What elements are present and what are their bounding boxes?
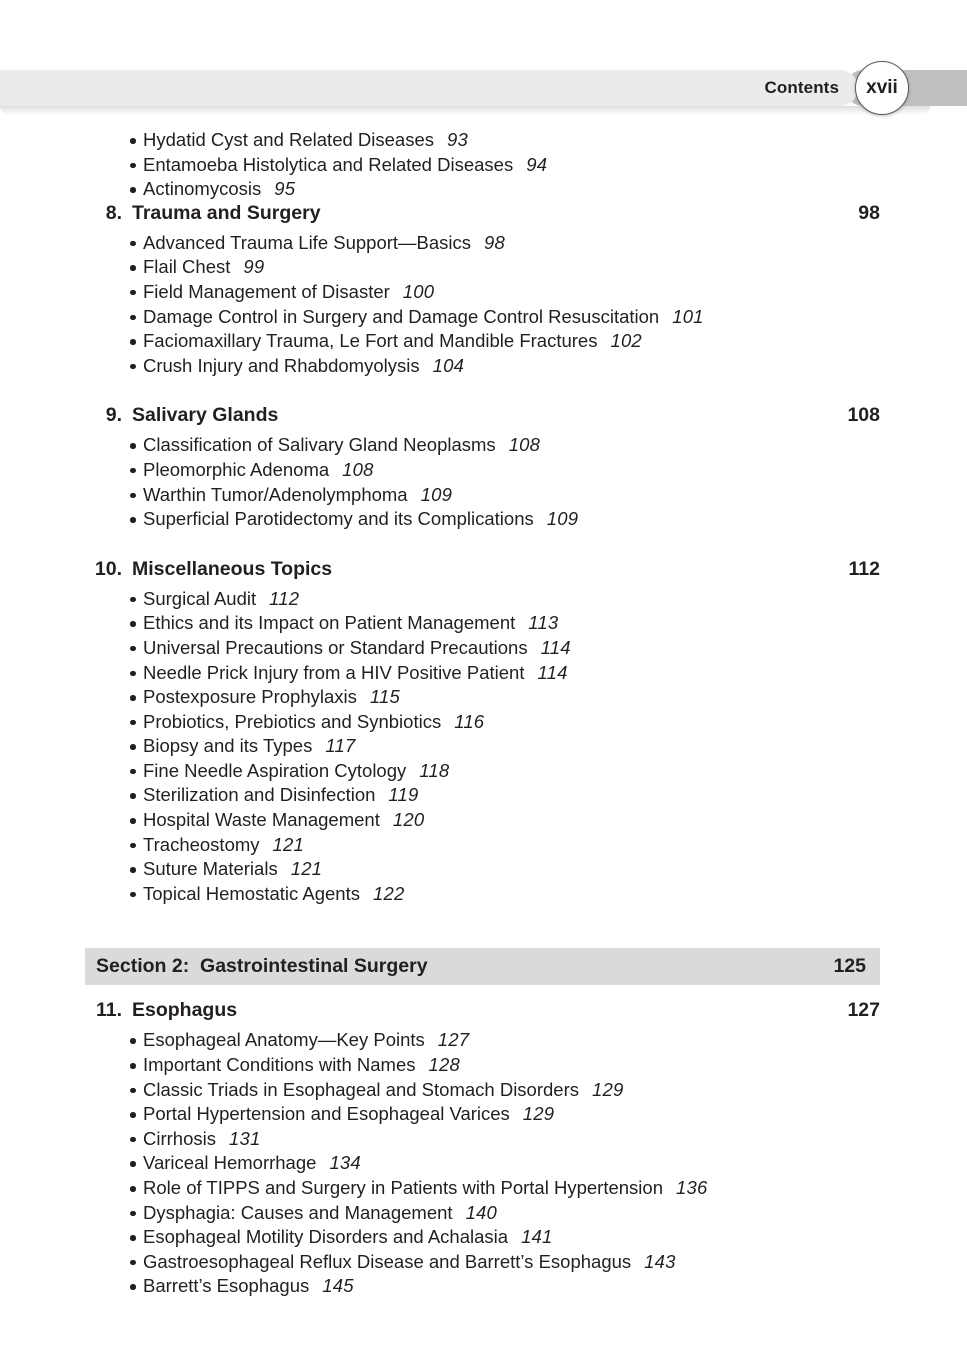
toc-topic-page: 121: [290, 858, 323, 880]
toc-topic-page: 115: [369, 686, 400, 708]
toc-topic-title: Barrett’s Esophagus: [143, 1275, 310, 1297]
toc-chapter-group: [85, 202, 880, 379]
toc-topic-page: 108: [342, 458, 374, 480]
toc-chapter-number: 11.: [95, 999, 122, 1022]
toc-topic-title: Classification of Salivary Gland Neoplasms: [143, 434, 496, 456]
toc-chapter-number: 9.: [105, 404, 122, 427]
bullet-dot-icon: [130, 1038, 136, 1044]
toc-topic-title: Esophageal Anatomy—Key Points: [143, 1029, 425, 1051]
bullet-dot-icon: [130, 597, 136, 603]
bullet-dot-icon: [130, 1260, 136, 1266]
toc-topic-title: Hospital Waste Management: [143, 809, 380, 831]
toc-topic-title: Biopsy and its Types: [143, 735, 313, 757]
toc-topic-item[interactable]: [85, 710, 880, 735]
chapter-list-after-section: [85, 999, 880, 1299]
toc-topic-list: [85, 433, 880, 531]
toc-topic-page: 140: [465, 1201, 498, 1223]
toc-topic-page: 122: [372, 882, 405, 904]
toc-topic-title: Entamoeba Histolytica and Related Diseases: [143, 153, 514, 175]
header-drop-shadow: [0, 106, 930, 115]
toc-topic-page: 94: [526, 153, 548, 175]
chapter-list-before-section: [85, 202, 880, 907]
toc-topic-page: 101: [672, 305, 704, 327]
toc-topic-title: Variceal Hemorrhage: [143, 1152, 317, 1174]
toc-topic-title: Hydatid Cyst and Related Diseases: [143, 129, 435, 150]
toc-topic-page: 118: [419, 759, 450, 781]
toc-topic-item[interactable]: [85, 1151, 880, 1176]
toc-topic-title: Role of TIPPS and Surgery in Patients with Portal Hypertension: [143, 1177, 663, 1198]
toc-topic-item[interactable]: [85, 255, 880, 280]
bullet-dot-icon: [130, 793, 136, 799]
bullet-dot-icon: [130, 493, 136, 499]
bullet-dot-icon: [130, 290, 136, 296]
toc-topic-item[interactable]: [85, 329, 880, 354]
bullet-dot-icon: [130, 769, 136, 775]
table-of-contents: [85, 128, 880, 1299]
toc-topic-title: Faciomaxillary Trauma, Le Fort and Mandible Fractures: [143, 330, 598, 352]
toc-topic-title: Field Management of Disaster: [143, 280, 390, 302]
bullet-dot-icon: [130, 1211, 136, 1217]
toc-chapter-page: 108: [847, 404, 880, 427]
toc-topic-title: Ethics and its Impact on Patient Management: [143, 612, 516, 634]
bullet-dot-icon: [130, 364, 136, 370]
bullet-dot-icon: [130, 892, 136, 898]
toc-topic-page: 116: [454, 710, 485, 732]
toc-topic-page: 117: [325, 735, 356, 757]
toc-chapter-title: Esophagus: [132, 999, 238, 1022]
toc-chapter-number: 8.: [105, 201, 122, 224]
bullet-dot-icon: [130, 867, 136, 873]
toc-topic-title: Gastroesophageal Reflux Disease and Barrett’s Esophagus: [143, 1250, 632, 1272]
toc-topic-item[interactable]: [85, 458, 880, 483]
toc-topic-item[interactable]: [85, 882, 880, 907]
toc-topic-item[interactable]: [85, 587, 880, 612]
page-running-header: [0, 70, 967, 106]
bullet-dot-icon: [130, 646, 136, 652]
toc-topic-item[interactable]: [85, 177, 880, 202]
toc-topic-page: 102: [610, 330, 642, 352]
bullet-dot-icon: [130, 671, 136, 677]
toc-topic-page: 112: [269, 587, 300, 609]
bullet-dot-icon: [130, 1088, 136, 1094]
toc-topic-title: Sterilization and Disinfection: [143, 784, 376, 806]
toc-topic-page: 104: [432, 354, 465, 376]
toc-chapter-page: 112: [848, 557, 880, 580]
toc-topic-item[interactable]: [85, 1028, 880, 1053]
toc-topic-list: [85, 1028, 880, 1299]
bullet-dot-icon: [130, 1063, 136, 1069]
toc-topic-page: 143: [644, 1250, 676, 1272]
toc-topic-item[interactable]: [85, 305, 880, 330]
toc-topic-page: 134: [329, 1152, 361, 1174]
toc-topic-item[interactable]: [85, 611, 880, 636]
toc-topic-page: 136: [675, 1177, 708, 1198]
toc-topic-page: 98: [484, 231, 506, 253]
toc-topic-item[interactable]: [85, 1274, 880, 1299]
toc-topic-title: Classic Triads in Esophageal and Stomach Disorders: [143, 1078, 579, 1100]
toc-topic-title: Fine Needle Aspiration Cytology: [143, 759, 407, 781]
bullet-dot-icon: [130, 339, 136, 345]
bullet-dot-icon: [130, 1137, 136, 1143]
toc-topic-item[interactable]: [85, 433, 880, 458]
toc-topic-title: Universal Precautions or Standard Precautions: [143, 636, 528, 658]
toc-topic-page: 141: [521, 1226, 553, 1248]
toc-topic-page: 108: [508, 434, 541, 456]
toc-topic-page: 145: [322, 1275, 354, 1297]
bullet-dot-icon: [130, 315, 136, 321]
toc-topic-title: Portal Hypertension and Esophageal Varices: [143, 1103, 510, 1125]
toc-topic-page: 114: [540, 636, 571, 658]
toc-topic-title: Actinomycosis: [143, 178, 262, 200]
bullet-dot-icon: [130, 1186, 136, 1192]
toc-topic-item[interactable]: [85, 153, 880, 178]
toc-chapter-title: Salivary Glands: [132, 404, 279, 427]
toc-topic-item[interactable]: [85, 1078, 880, 1103]
header-light-band: [0, 70, 858, 106]
toc-topic-page: 129: [592, 1078, 624, 1100]
toc-topic-page: 93: [447, 129, 468, 150]
toc-topic-item[interactable]: [85, 280, 880, 305]
toc-topic-title: Important Conditions with Names: [143, 1054, 416, 1076]
bullet-dot-icon: [130, 443, 136, 449]
toc-topic-page: 109: [420, 483, 453, 505]
toc-topic-item[interactable]: [85, 128, 880, 153]
toc-topic-item[interactable]: [85, 1201, 880, 1226]
toc-topic-item[interactable]: [85, 759, 880, 784]
toc-topic-item[interactable]: [85, 1053, 880, 1078]
bullet-dot-icon: [130, 163, 136, 169]
toc-topic-list: [85, 587, 880, 907]
toc-topic-item[interactable]: [85, 507, 880, 532]
toc-topic-page: 131: [228, 1127, 261, 1149]
page-number-badge: xvii: [855, 61, 909, 115]
toc-topic-page: 120: [392, 809, 425, 831]
bullet-dot-icon: [130, 1161, 136, 1167]
bullet-dot-icon: [130, 265, 136, 271]
toc-topic-title: Advanced Trauma Life Support—Basics: [143, 231, 472, 253]
toc-chapter-group: [85, 999, 880, 1299]
toc-topic-title: Superficial Parotidectomy and its Complications: [143, 508, 534, 530]
section-banner-page: 125: [833, 955, 866, 978]
toc-topic-item[interactable]: [85, 808, 880, 833]
toc-topic-title: Tracheostomy: [143, 833, 260, 855]
toc-topic-page: 129: [522, 1103, 555, 1125]
toc-topic-page: 114: [537, 661, 568, 683]
section-banner-title: Section 2: Gastrointestinal Surgery: [96, 955, 428, 978]
toc-topic-page: 109: [546, 508, 579, 530]
bullet-dot-icon: [130, 695, 136, 701]
bullet-dot-icon: [130, 621, 136, 627]
toc-topic-page: 119: [388, 784, 419, 806]
toc-chapter-page: 98: [858, 201, 880, 224]
toc-topic-page: 127: [437, 1029, 470, 1051]
toc-topic-page: 99: [243, 256, 265, 278]
toc-topic-title: Flail Chest: [143, 256, 231, 278]
toc-topic-title: Dysphagia: Causes and Management: [143, 1201, 453, 1223]
toc-chapter-group: [85, 404, 880, 531]
toc-topic-item[interactable]: [85, 685, 880, 710]
bullet-dot-icon: [130, 720, 136, 726]
toc-chapter-page: 127: [847, 999, 880, 1022]
toc-topic-title: Surgical Audit: [143, 587, 257, 609]
toc-topic-item[interactable]: [85, 661, 880, 686]
bullet-dot-icon: [130, 818, 136, 824]
toc-topic-item[interactable]: [85, 1176, 880, 1201]
lead-topic-list: [85, 128, 880, 202]
bullet-dot-icon: [130, 241, 136, 247]
toc-topic-title: Pleomorphic Adenoma: [143, 458, 330, 480]
toc-topic-item[interactable]: [85, 833, 880, 858]
toc-topic-title: Warthin Tumor/Adenolymphoma: [143, 483, 408, 505]
toc-topic-item[interactable]: [85, 1127, 880, 1152]
toc-chapter-heading[interactable]: [85, 202, 880, 225]
toc-topic-title: Esophageal Motility Disorders and Achalasia: [143, 1226, 509, 1248]
toc-topic-item[interactable]: [85, 636, 880, 661]
toc-topic-item[interactable]: [85, 1250, 880, 1275]
toc-chapter-title: Trauma and Surgery: [132, 201, 321, 224]
toc-chapter-title: Miscellaneous Topics: [132, 557, 333, 580]
toc-topic-item[interactable]: [85, 354, 880, 379]
bullet-dot-icon: [130, 517, 136, 523]
toc-chapter-heading[interactable]: [85, 558, 880, 581]
toc-topic-title: Postexposure Prophylaxis: [143, 686, 357, 708]
toc-topic-page: 128: [428, 1054, 460, 1076]
toc-topic-page: 95: [274, 178, 296, 200]
bullet-dot-icon: [130, 1235, 136, 1241]
bullet-dot-icon: [130, 1112, 136, 1118]
toc-topic-title: Topical Hemostatic Agents: [143, 882, 360, 904]
toc-topic-item[interactable]: [85, 1225, 880, 1250]
toc-topic-item[interactable]: [85, 857, 880, 882]
bullet-dot-icon: [130, 187, 136, 193]
toc-topic-item[interactable]: [85, 734, 880, 759]
bullet-dot-icon: [130, 744, 136, 750]
section-banner: [85, 948, 880, 985]
bullet-dot-icon: [130, 1284, 136, 1290]
toc-topic-item[interactable]: [85, 231, 880, 256]
toc-topic-item[interactable]: [85, 783, 880, 808]
toc-topic-title: Damage Control in Surgery and Damage Control Resuscitation: [143, 305, 660, 327]
toc-topic-title: Crush Injury and Rhabdomyolysis: [143, 354, 420, 376]
toc-chapter-heading[interactable]: [85, 404, 880, 427]
toc-topic-item[interactable]: [85, 483, 880, 508]
toc-chapter-number: 10.: [94, 557, 122, 580]
toc-topic-page: 100: [402, 280, 435, 302]
toc-topic-title: Probiotics, Prebiotics and Synbiotics: [143, 710, 442, 732]
toc-topic-title: Needle Prick Injury from a HIV Positive Patient: [143, 661, 525, 683]
header-title: Contents: [764, 78, 839, 97]
toc-topic-list: [85, 231, 880, 379]
toc-topic-title: Suture Materials: [143, 858, 278, 880]
toc-chapter-group: [85, 558, 880, 907]
toc-topic-title: Cirrhosis: [143, 1127, 216, 1149]
toc-chapter-heading[interactable]: [85, 999, 880, 1022]
bullet-dot-icon: [130, 138, 136, 144]
bullet-dot-icon: [130, 468, 136, 474]
toc-topic-page: 121: [272, 833, 304, 855]
toc-topic-page: 113: [528, 612, 559, 634]
toc-topic-item[interactable]: [85, 1102, 880, 1127]
bullet-dot-icon: [130, 843, 136, 849]
